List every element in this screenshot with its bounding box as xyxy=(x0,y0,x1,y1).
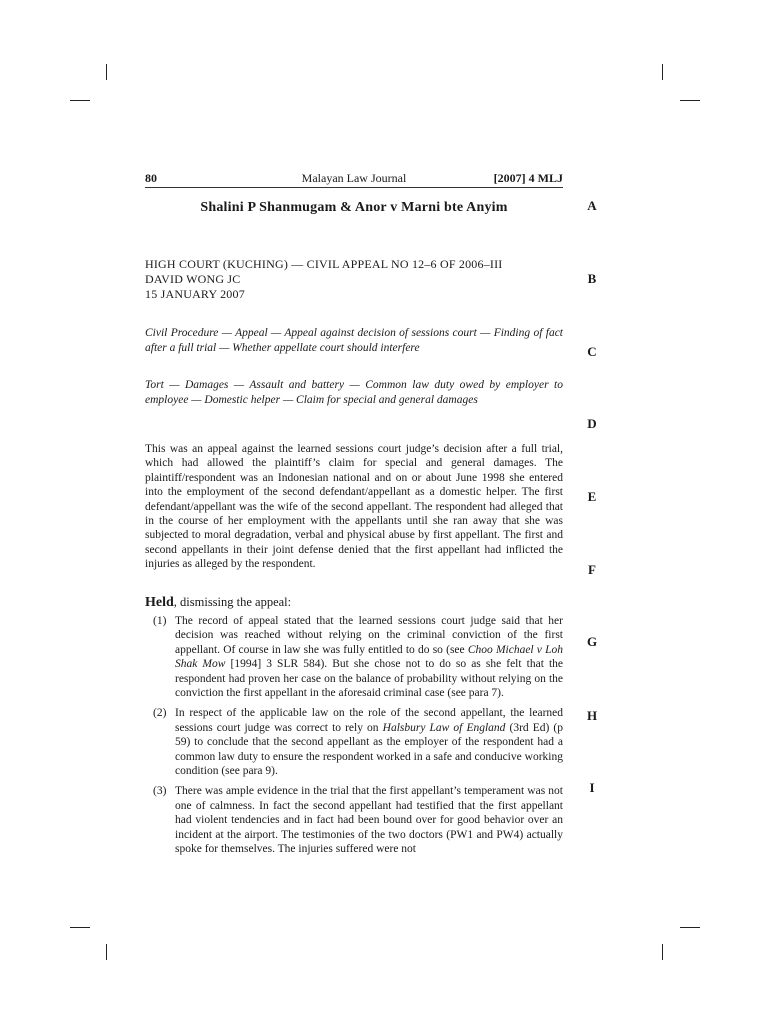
citation: [2007] 4 MLJ xyxy=(493,171,563,185)
holding-text: There was ample evidence in the trial that the first appellant’s temperament was not one of calmness. In fact the second appellant had testified that the first appellant had violent tendencies and in fact had been bound over for good behavior over an incident at the airport. The testimonies of the two doctors (PW1 and PW4) actually spoke for themselves. The injuries suffered were not xyxy=(175,785,563,856)
cited-authority: Halsbury Law of England xyxy=(382,721,506,734)
margin-letter-d: D xyxy=(587,416,597,431)
crop-mark xyxy=(106,64,107,80)
holdings-list xyxy=(145,614,563,863)
margin-letter-f: F xyxy=(588,562,596,577)
held-subheading: , dismissing the appeal: xyxy=(173,595,292,609)
margin-letter-c: C xyxy=(587,344,597,359)
crop-mark xyxy=(70,100,90,101)
crop-mark xyxy=(680,100,700,101)
crop-mark xyxy=(70,927,90,928)
crop-mark xyxy=(662,944,663,960)
catchword-civil-procedure: Civil Procedure — Appeal — Appeal against decision of sessions court — Finding of fact after a full trial — Whether appellate court should interfere xyxy=(145,327,563,354)
holding-item xyxy=(145,784,563,856)
cited-case: Choo Michael v Loh Shak Mow xyxy=(175,643,564,671)
margin-letter-a: A xyxy=(587,198,597,213)
margin-letter-e: E xyxy=(587,489,597,504)
holding-item xyxy=(145,614,563,700)
headnote-paragraph: This was an appeal against the learned sessions court judge’s decision after a full trial, which had allowed the plaintiff’s claim for special and general damages. The plaintiff/respondent was an Indonesian national and on or about June 1998 she entered into the employment of the second defendant/appellant as a domestic helper. The first defendant/appellant was the wife of the second appellant. The respondent had alleged that in the course of her employment with the appellants until she ran away that she was subjected to moral degradation, verbal and physical abuse by first appellant. The first and second appellants in their joint defense denied that the first appellant had inflicted the injuries as alleged by the respondent. xyxy=(145,443,563,571)
holding-text: In respect of the applicable law on the role of the second appellant, the learned sessions court judge was correct to rely on xyxy=(175,707,563,734)
holding-text: (3rd Ed) (p 59) to conclude that the second appellant as the employer of the respondent had a common law duty to ensure the respondent worked in a safe and conducive working condition (see para 9). xyxy=(175,721,563,778)
crop-mark xyxy=(106,944,107,960)
margin-letter-b: B xyxy=(587,271,597,286)
court-line: HIGH COURT (KUCHING) — CIVIL APPEAL NO 12–6 OF 2006–III xyxy=(145,257,503,271)
holding-number: (3) xyxy=(153,785,167,798)
holding-number: (2) xyxy=(153,707,167,720)
holding-item xyxy=(145,706,563,778)
margin-letter-h: H xyxy=(586,708,598,723)
holding-text: The record of appeal stated that the learned sessions court judge said that her decision was reached without relying on the criminal conviction of the first appellant. Of course in law she was fully entitled to do so (see xyxy=(175,615,563,656)
catchword-tort: Tort — Damages — Assault and battery — Common law duty owed by employer to employee — Domestic helper — Claim for special and general damages xyxy=(145,379,563,406)
margin-letter-i: I xyxy=(589,780,595,795)
holding-text: [1994] 3 SLR 584). But she chose not to do so as she felt that the respondent had proven her case on the balance of probability without relying on the conviction the first appellant in the aforesaid criminal case (see para 7). xyxy=(175,658,564,700)
held-heading xyxy=(145,595,291,611)
judge-line: DAVID WONG JC xyxy=(145,272,241,286)
case-title: Shalini P Shanmugam & Anor v Marni bte Anyim xyxy=(200,200,508,215)
journal-name: Malayan Law Journal xyxy=(301,171,407,185)
held-word: Held xyxy=(145,595,174,610)
date-line: 15 JANUARY 2007 xyxy=(145,287,245,301)
court-info xyxy=(145,257,563,302)
holding-number: (1) xyxy=(153,615,167,627)
page-number: 80 xyxy=(145,171,157,185)
crop-mark xyxy=(662,64,663,80)
margin-letter-g: G xyxy=(586,634,598,649)
crop-mark xyxy=(680,927,700,928)
running-head xyxy=(145,171,563,188)
